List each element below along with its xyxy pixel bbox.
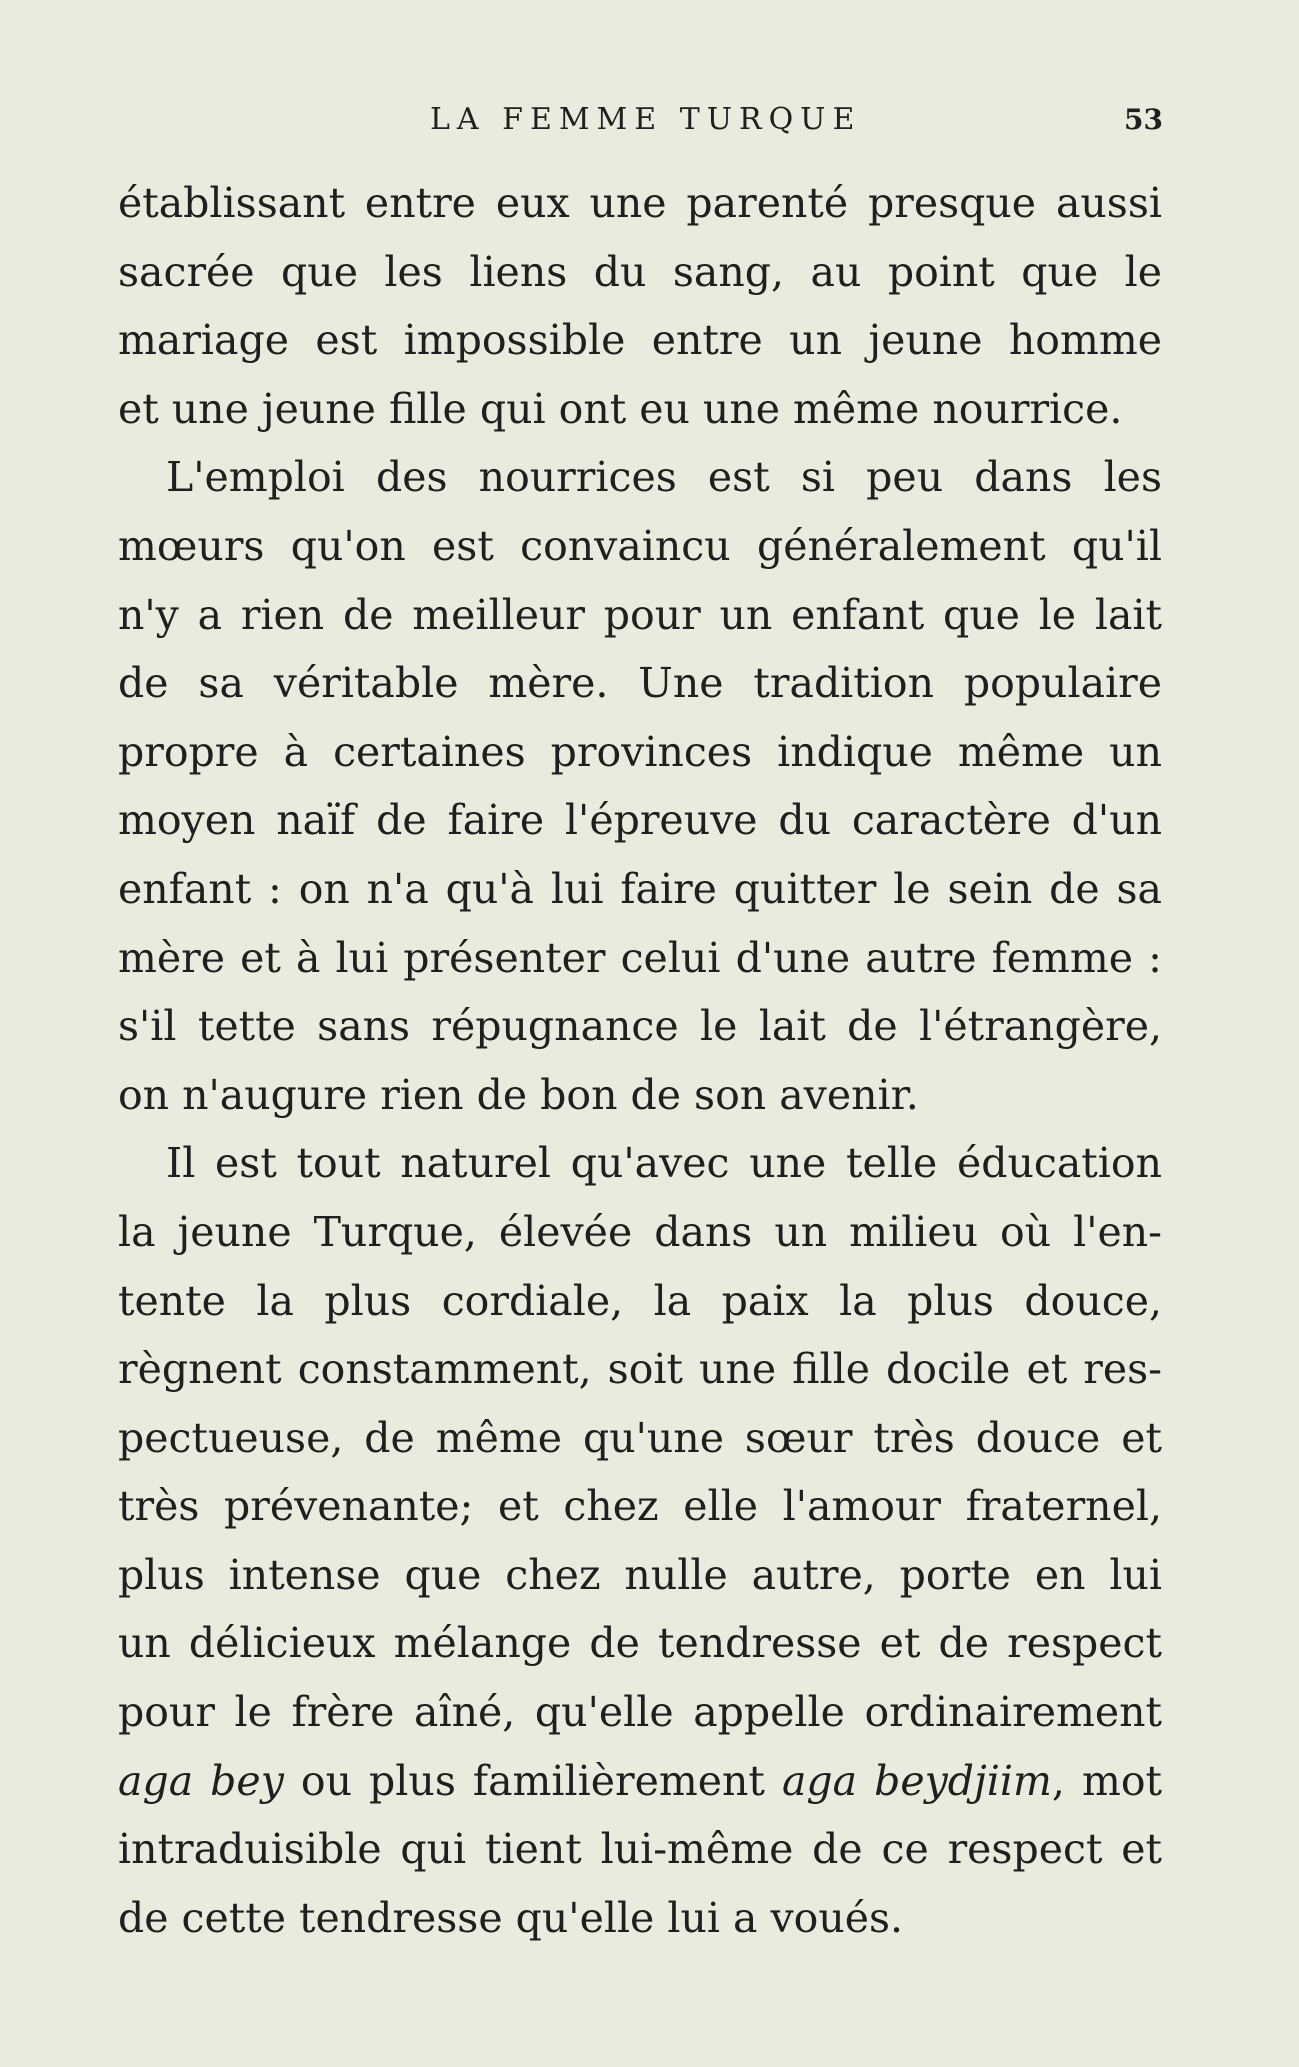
text-line: sacrée que les liens du sang, au point que le [118, 247, 1162, 296]
running-head [0, 98, 1299, 142]
text-line: s'il tette sans répugnance le lait de l'étrangère, [118, 1002, 1162, 1051]
text-run: , mot [1051, 1756, 1162, 1805]
text-line: mère et à lui présenter celui d'une autre femme : [118, 933, 1162, 982]
text-line: pectueuse, de même qu'une sœur très douce et [118, 1413, 1162, 1462]
text-line: enfant : on n'a qu'à lui faire quitter le sein de sa [118, 864, 1162, 913]
text-line: très prévenante; et chez elle l'amour fraternel, [118, 1482, 1162, 1531]
text-line: intraduisible qui tient lui-même de ce respect et [118, 1825, 1162, 1874]
text-line: de cette tendresse qu'elle lui a voués. [118, 1893, 904, 1942]
italic-term: aga bey [118, 1756, 284, 1805]
text-line: plus intense que chez nulle autre, porte en lui [118, 1550, 1162, 1599]
text-line: établissant entre eux une parenté presque aussi [118, 179, 1162, 227]
running-title: LA FEMME TURQUE [430, 102, 862, 137]
text-line: et une jeune fille qui ont eu une même nourrice. [118, 384, 1123, 433]
text-line: mœurs qu'on est convaincu généralement qu'il [118, 521, 1162, 570]
text-line: n'y a rien de meilleur pour un enfant que le lait [118, 590, 1162, 639]
text-line: la jeune Turque, élevée dans un milieu où l'en- [118, 1207, 1162, 1256]
text-line: un délicieux mélange de tendresse et de respect [118, 1619, 1162, 1668]
text-line-mixed [118, 1747, 1162, 1816]
text-line: on n'augure rien de bon de son avenir. [118, 1070, 919, 1119]
text-line: Il est tout naturel qu'avec une telle éducation [166, 1139, 1162, 1188]
body-text [118, 169, 1162, 1952]
text-line: propre à certaines provinces indique même un [118, 727, 1162, 776]
text-line: mariage est impossible entre un jeune homme [118, 316, 1162, 365]
text-line: moyen naïf de faire l'épreuve du caractère d'un [118, 796, 1162, 845]
text-line: pour le frère aîné, qu'elle appelle ordinairement [118, 1688, 1162, 1737]
text-line: tente la plus cordiale, la paix la plus douce, [118, 1276, 1162, 1325]
text-line: de sa véritable mère. Une tradition populaire [118, 659, 1162, 708]
text-run: ou plus familièrement [283, 1756, 782, 1805]
text-line: règnent constamment, soit une fille docile et res- [118, 1345, 1162, 1394]
page-number: 53 [1124, 103, 1163, 136]
italic-term: aga beydjiim [781, 1756, 1052, 1805]
text-line: L'emploi des nourrices est si peu dans les [166, 453, 1162, 502]
